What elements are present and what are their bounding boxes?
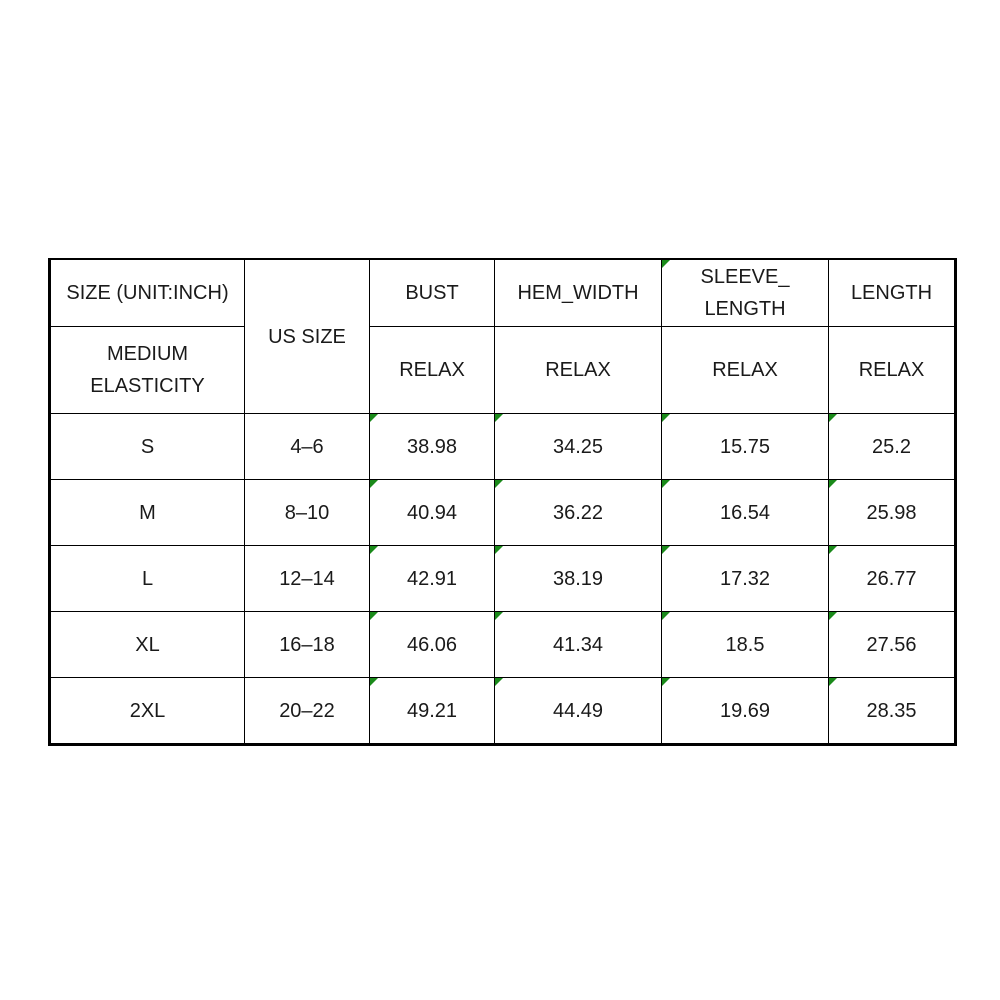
us-size-cell: 20–22 (245, 678, 370, 745)
sleeve-length-cell: 17.32 (662, 546, 829, 612)
bust-cell: 40.94 (370, 480, 495, 546)
header-row-1 (50, 259, 956, 327)
hem-width-cell: 34.25 (495, 414, 662, 480)
size-cell: L (50, 546, 245, 612)
sleeve-length-cell: 19.69 (662, 678, 829, 745)
sleeve-length-cell: 16.54 (662, 480, 829, 546)
sleeve-header-line-1: SLEEVE_ (700, 266, 790, 288)
length-cell: 26.77 (829, 546, 956, 612)
table-row (50, 480, 956, 546)
sleeve-relax-label: RELAX (662, 327, 829, 414)
elasticity-line-1: MEDIUM (106, 343, 189, 365)
us-size-cell: 8–10 (245, 480, 370, 546)
size-unit-header: SIZE (UNIT:INCH) (50, 259, 245, 327)
hem-width-header: HEM_WIDTH (495, 259, 662, 327)
hem-width-cell: 36.22 (495, 480, 662, 546)
sleeve-length-cell: 15.75 (662, 414, 829, 480)
sleeve-length-cell: 18.5 (662, 612, 829, 678)
bust-header: BUST (370, 259, 495, 327)
us-size-cell: 16–18 (245, 612, 370, 678)
size-chart-table (48, 258, 957, 746)
hem-width-cell: 41.34 (495, 612, 662, 678)
table-row (50, 414, 956, 480)
header-row-2 (50, 327, 956, 414)
length-relax-label: RELAX (829, 327, 956, 414)
bust-cell: 38.98 (370, 414, 495, 480)
length-cell: 28.35 (829, 678, 956, 745)
bust-relax-label: RELAX (370, 327, 495, 414)
sleeve-length-header (662, 259, 829, 327)
hem-width-cell: 38.19 (495, 546, 662, 612)
hem-relax-label: RELAX (495, 327, 662, 414)
size-cell: 2XL (50, 678, 245, 745)
table-row (50, 612, 956, 678)
us-size-header: US SIZE (245, 259, 370, 414)
length-cell: 27.56 (829, 612, 956, 678)
bust-cell: 49.21 (370, 678, 495, 745)
size-cell: S (50, 414, 245, 480)
length-cell: 25.98 (829, 480, 956, 546)
elasticity-line-2: ELASTICITY (90, 375, 205, 397)
us-size-cell: 4–6 (245, 414, 370, 480)
size-cell: M (50, 480, 245, 546)
length-header: LENGTH (829, 259, 956, 327)
sleeve-header-line-2: LENGTH (704, 298, 786, 320)
table-row (50, 546, 956, 612)
length-cell: 25.2 (829, 414, 956, 480)
bust-cell: 42.91 (370, 546, 495, 612)
size-cell: XL (50, 612, 245, 678)
hem-width-cell: 44.49 (495, 678, 662, 745)
elasticity-header (50, 327, 245, 414)
us-size-cell: 12–14 (245, 546, 370, 612)
bust-cell: 46.06 (370, 612, 495, 678)
table-row (50, 678, 956, 745)
